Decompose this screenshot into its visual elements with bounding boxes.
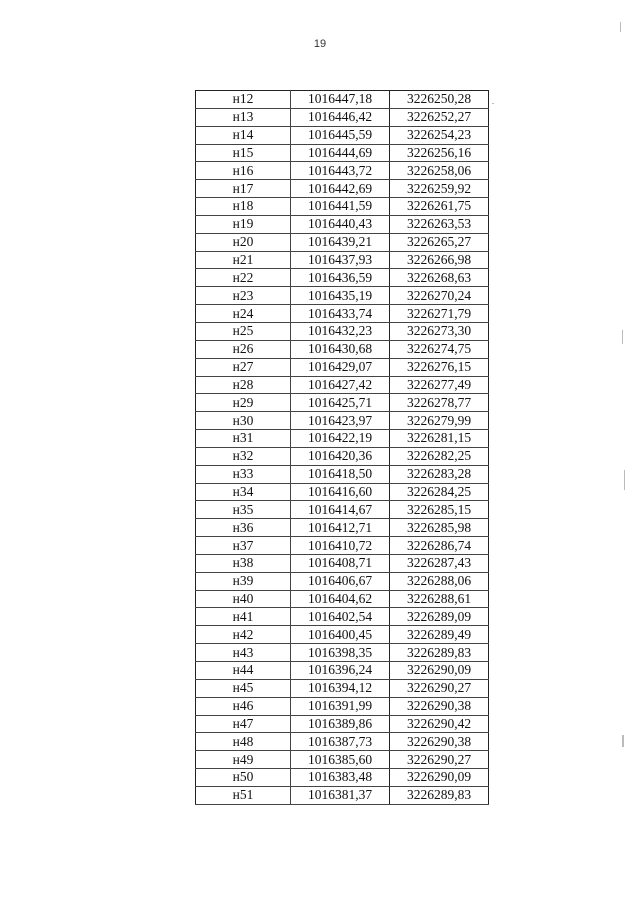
- y-coordinate-cell: 3226277,49: [390, 376, 489, 394]
- x-coordinate-cell: 1016396,24: [291, 662, 390, 680]
- x-coordinate-cell: 1016442,69: [291, 180, 390, 198]
- y-coordinate-cell: 3226268,63: [390, 269, 489, 287]
- table-row: [196, 251, 489, 269]
- table-row: [196, 108, 489, 126]
- y-coordinate-cell: 3226259,92: [390, 180, 489, 198]
- y-coordinate-cell: 3226290,27: [390, 679, 489, 697]
- x-coordinate-cell: 1016418,50: [291, 465, 390, 483]
- y-coordinate-cell: 3226287,43: [390, 554, 489, 572]
- table-row: [196, 590, 489, 608]
- point-name-cell: н15: [196, 144, 291, 162]
- y-coordinate-cell: 3226286,74: [390, 537, 489, 555]
- table-row: [196, 715, 489, 733]
- scan-artifact: [624, 470, 625, 490]
- y-coordinate-cell: 3226282,25: [390, 447, 489, 465]
- x-coordinate-cell: 1016435,19: [291, 287, 390, 305]
- y-coordinate-cell: 3226285,15: [390, 501, 489, 519]
- x-coordinate-cell: 1016398,35: [291, 644, 390, 662]
- scan-artifact: [492, 103, 494, 104]
- table-row: [196, 554, 489, 572]
- x-coordinate-cell: 1016422,19: [291, 430, 390, 448]
- table-row: [196, 572, 489, 590]
- x-coordinate-cell: 1016381,37: [291, 786, 390, 804]
- y-coordinate-cell: 3226289,83: [390, 644, 489, 662]
- x-coordinate-cell: 1016410,72: [291, 537, 390, 555]
- point-name-cell: н47: [196, 715, 291, 733]
- y-coordinate-cell: 3226270,24: [390, 287, 489, 305]
- table-row: [196, 769, 489, 787]
- table-row: [196, 233, 489, 251]
- x-coordinate-cell: 1016412,71: [291, 519, 390, 537]
- x-coordinate-cell: 1016430,68: [291, 340, 390, 358]
- table-row: [196, 287, 489, 305]
- table-row: [196, 537, 489, 555]
- point-name-cell: н20: [196, 233, 291, 251]
- x-coordinate-cell: 1016406,67: [291, 572, 390, 590]
- point-name-cell: н16: [196, 162, 291, 180]
- x-coordinate-cell: 1016446,42: [291, 108, 390, 126]
- point-name-cell: н45: [196, 679, 291, 697]
- x-coordinate-cell: 1016433,74: [291, 305, 390, 323]
- x-coordinate-cell: 1016437,93: [291, 251, 390, 269]
- point-name-cell: н36: [196, 519, 291, 537]
- point-name-cell: н31: [196, 430, 291, 448]
- table-row: [196, 358, 489, 376]
- point-name-cell: н23: [196, 287, 291, 305]
- point-name-cell: н46: [196, 697, 291, 715]
- point-name-cell: н19: [196, 215, 291, 233]
- table-row: [196, 162, 489, 180]
- x-coordinate-cell: 1016391,99: [291, 697, 390, 715]
- table-row: [196, 697, 489, 715]
- point-name-cell: н49: [196, 751, 291, 769]
- table-row: [196, 501, 489, 519]
- y-coordinate-cell: 3226290,09: [390, 662, 489, 680]
- y-coordinate-cell: 3226281,15: [390, 430, 489, 448]
- x-coordinate-cell: 1016385,60: [291, 751, 390, 769]
- y-coordinate-cell: 3226258,06: [390, 162, 489, 180]
- point-name-cell: н22: [196, 269, 291, 287]
- table-row: [196, 447, 489, 465]
- x-coordinate-cell: 1016404,62: [291, 590, 390, 608]
- point-name-cell: н44: [196, 662, 291, 680]
- table-row: [196, 394, 489, 412]
- coordinates-table: [195, 90, 489, 805]
- y-coordinate-cell: 3226254,23: [390, 126, 489, 144]
- table-row: [196, 126, 489, 144]
- x-coordinate-cell: 1016427,42: [291, 376, 390, 394]
- y-coordinate-cell: 3226288,61: [390, 590, 489, 608]
- x-coordinate-cell: 1016408,71: [291, 554, 390, 572]
- point-name-cell: н35: [196, 501, 291, 519]
- table-row: [196, 180, 489, 198]
- point-name-cell: н21: [196, 251, 291, 269]
- y-coordinate-cell: 3226250,28: [390, 91, 489, 109]
- scan-artifact: [622, 330, 623, 344]
- x-coordinate-cell: 1016447,18: [291, 91, 390, 109]
- point-name-cell: н18: [196, 198, 291, 216]
- point-name-cell: н40: [196, 590, 291, 608]
- y-coordinate-cell: 3226261,75: [390, 198, 489, 216]
- table-row: [196, 519, 489, 537]
- table-row: [196, 465, 489, 483]
- y-coordinate-cell: 3226289,09: [390, 608, 489, 626]
- x-coordinate-cell: 1016432,23: [291, 322, 390, 340]
- point-name-cell: н38: [196, 554, 291, 572]
- point-name-cell: н28: [196, 376, 291, 394]
- point-name-cell: н50: [196, 769, 291, 787]
- point-name-cell: н27: [196, 358, 291, 376]
- x-coordinate-cell: 1016441,59: [291, 198, 390, 216]
- y-coordinate-cell: 3226266,98: [390, 251, 489, 269]
- point-name-cell: н17: [196, 180, 291, 198]
- point-name-cell: н32: [196, 447, 291, 465]
- x-coordinate-cell: 1016402,54: [291, 608, 390, 626]
- table-row: [196, 662, 489, 680]
- y-coordinate-cell: 3226271,79: [390, 305, 489, 323]
- table-row: [196, 91, 489, 109]
- y-coordinate-cell: 3226288,06: [390, 572, 489, 590]
- table-row: [196, 215, 489, 233]
- table-row: [196, 269, 489, 287]
- y-coordinate-cell: 3226290,42: [390, 715, 489, 733]
- point-name-cell: н25: [196, 322, 291, 340]
- scan-artifact: [622, 735, 624, 747]
- table-row: [196, 412, 489, 430]
- y-coordinate-cell: 3226252,27: [390, 108, 489, 126]
- table-row: [196, 340, 489, 358]
- y-coordinate-cell: 3226290,38: [390, 733, 489, 751]
- table-row: [196, 430, 489, 448]
- x-coordinate-cell: 1016440,43: [291, 215, 390, 233]
- point-name-cell: н51: [196, 786, 291, 804]
- point-name-cell: н12: [196, 91, 291, 109]
- y-coordinate-cell: 3226289,49: [390, 626, 489, 644]
- point-name-cell: н33: [196, 465, 291, 483]
- table-row: [196, 376, 489, 394]
- y-coordinate-cell: 3226263,53: [390, 215, 489, 233]
- point-name-cell: н41: [196, 608, 291, 626]
- x-coordinate-cell: 1016400,45: [291, 626, 390, 644]
- x-coordinate-cell: 1016387,73: [291, 733, 390, 751]
- page-number: 19: [313, 38, 327, 50]
- table-row: [196, 733, 489, 751]
- point-name-cell: н24: [196, 305, 291, 323]
- point-name-cell: н39: [196, 572, 291, 590]
- x-coordinate-cell: 1016429,07: [291, 358, 390, 376]
- point-name-cell: н30: [196, 412, 291, 430]
- table-row: [196, 144, 489, 162]
- y-coordinate-cell: 3226283,28: [390, 465, 489, 483]
- point-name-cell: н42: [196, 626, 291, 644]
- table-row: [196, 679, 489, 697]
- table-row: [196, 626, 489, 644]
- y-coordinate-cell: 3226284,25: [390, 483, 489, 501]
- point-name-cell: н26: [196, 340, 291, 358]
- y-coordinate-cell: 3226289,83: [390, 786, 489, 804]
- x-coordinate-cell: 1016414,67: [291, 501, 390, 519]
- y-coordinate-cell: 3226279,99: [390, 412, 489, 430]
- table-row: [196, 322, 489, 340]
- point-name-cell: н14: [196, 126, 291, 144]
- y-coordinate-cell: 3226256,16: [390, 144, 489, 162]
- coordinates-table-body: [196, 91, 489, 805]
- x-coordinate-cell: 1016445,59: [291, 126, 390, 144]
- x-coordinate-cell: 1016389,86: [291, 715, 390, 733]
- point-name-cell: н48: [196, 733, 291, 751]
- x-coordinate-cell: 1016394,12: [291, 679, 390, 697]
- x-coordinate-cell: 1016416,60: [291, 483, 390, 501]
- table-row: [196, 644, 489, 662]
- y-coordinate-cell: 3226278,77: [390, 394, 489, 412]
- y-coordinate-cell: 3226274,75: [390, 340, 489, 358]
- table-row: [196, 305, 489, 323]
- y-coordinate-cell: 3226290,09: [390, 769, 489, 787]
- x-coordinate-cell: 1016444,69: [291, 144, 390, 162]
- point-name-cell: н13: [196, 108, 291, 126]
- point-name-cell: н34: [196, 483, 291, 501]
- point-name-cell: н37: [196, 537, 291, 555]
- table-row: [196, 751, 489, 769]
- point-name-cell: н29: [196, 394, 291, 412]
- x-coordinate-cell: 1016439,21: [291, 233, 390, 251]
- y-coordinate-cell: 3226273,30: [390, 322, 489, 340]
- y-coordinate-cell: 3226290,27: [390, 751, 489, 769]
- x-coordinate-cell: 1016425,71: [291, 394, 390, 412]
- table-row: [196, 786, 489, 804]
- table-row: [196, 198, 489, 216]
- x-coordinate-cell: 1016420,36: [291, 447, 390, 465]
- x-coordinate-cell: 1016383,48: [291, 769, 390, 787]
- y-coordinate-cell: 3226276,15: [390, 358, 489, 376]
- y-coordinate-cell: 3226285,98: [390, 519, 489, 537]
- table-row: [196, 483, 489, 501]
- point-name-cell: н43: [196, 644, 291, 662]
- x-coordinate-cell: 1016423,97: [291, 412, 390, 430]
- y-coordinate-cell: 3226265,27: [390, 233, 489, 251]
- x-coordinate-cell: 1016443,72: [291, 162, 390, 180]
- y-coordinate-cell: 3226290,38: [390, 697, 489, 715]
- table-row: [196, 608, 489, 626]
- scan-artifact: [620, 22, 621, 32]
- x-coordinate-cell: 1016436,59: [291, 269, 390, 287]
